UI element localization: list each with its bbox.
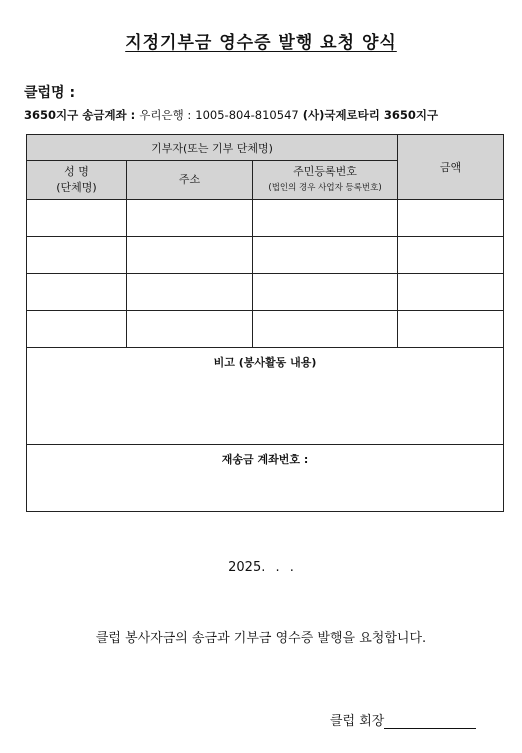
table-row bbox=[27, 200, 504, 237]
signature-area bbox=[330, 710, 476, 729]
president-label: 클럽 회장 bbox=[330, 714, 385, 729]
refund-account-label: 재송금 계좌번호 : bbox=[221, 453, 309, 466]
request-statement: 클럽 봉사자금의 송금과 기부금 영수증 발행을 요청합니다. bbox=[95, 631, 427, 646]
address-cell[interactable] bbox=[127, 311, 253, 348]
table-row bbox=[27, 311, 504, 348]
amount-cell[interactable] bbox=[398, 237, 504, 274]
id-header bbox=[253, 161, 398, 200]
date-line: 2025. . . bbox=[228, 560, 294, 575]
id-header-line1: 주민등록번호 bbox=[293, 165, 357, 178]
address-cell[interactable] bbox=[127, 237, 253, 274]
remarks-cell[interactable] bbox=[27, 348, 504, 445]
name-cell[interactable] bbox=[27, 311, 127, 348]
form-title: 지정기부금 영수증 발행 요청 양식 bbox=[125, 33, 397, 53]
name-header-line2: (단체명) bbox=[56, 181, 97, 194]
id-header-line2: (법인의 경우 사업자 등록번호) bbox=[268, 183, 382, 193]
id-cell[interactable] bbox=[253, 274, 398, 311]
amount-cell[interactable] bbox=[398, 200, 504, 237]
address-header: 주소 bbox=[127, 161, 253, 200]
name-header-line1: 성 명 bbox=[64, 165, 89, 178]
name-cell[interactable] bbox=[27, 274, 127, 311]
donation-table bbox=[26, 134, 504, 512]
table-row bbox=[27, 237, 504, 274]
donor-header: 기부자(또는 기부 단체명) bbox=[27, 135, 398, 161]
account-info bbox=[24, 107, 438, 123]
address-cell[interactable] bbox=[127, 200, 253, 237]
amount-cell[interactable] bbox=[398, 311, 504, 348]
name-cell[interactable] bbox=[27, 200, 127, 237]
remarks-label: 비고 (봉사활동 내용) bbox=[213, 356, 317, 369]
signature-line[interactable] bbox=[384, 714, 476, 729]
refund-account-cell[interactable] bbox=[27, 445, 504, 512]
id-cell[interactable] bbox=[253, 311, 398, 348]
account-number: 1005-804-810547 bbox=[195, 108, 299, 122]
club-name-label: 클럽명 : bbox=[24, 85, 76, 101]
name-cell[interactable] bbox=[27, 237, 127, 274]
id-cell[interactable] bbox=[253, 200, 398, 237]
amount-header: 금액 bbox=[398, 135, 504, 200]
bank-name: 우리은행 : bbox=[139, 108, 192, 122]
table-row bbox=[27, 274, 504, 311]
id-cell[interactable] bbox=[253, 237, 398, 274]
name-header bbox=[27, 161, 127, 200]
address-cell[interactable] bbox=[127, 274, 253, 311]
amount-cell[interactable] bbox=[398, 274, 504, 311]
account-label: 3650지구 송금계좌 : bbox=[24, 108, 136, 122]
account-holder: (사)국제로타리 3650지구 bbox=[302, 108, 439, 122]
